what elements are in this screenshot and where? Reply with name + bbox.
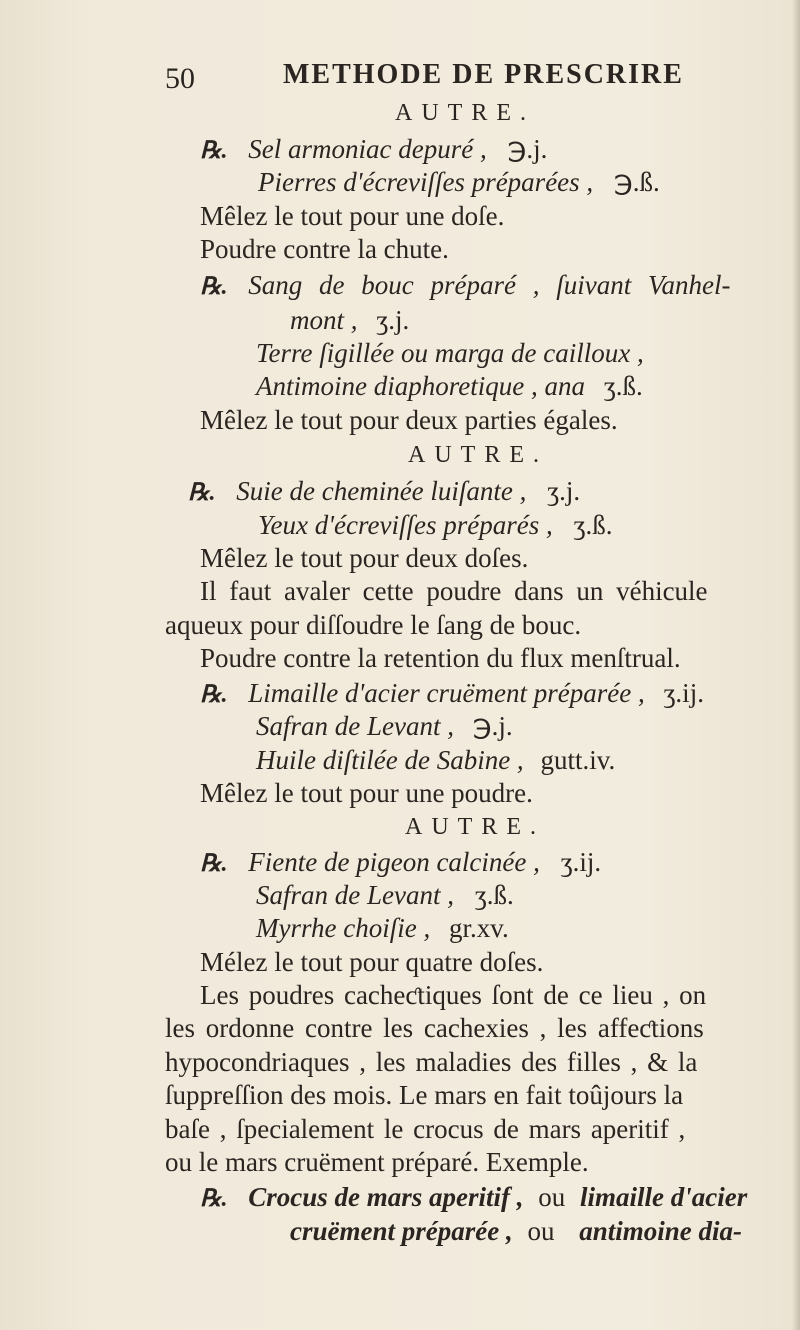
text-line: hypocondriaques , les maladies des filles , & la	[165, 1047, 698, 1077]
ingredient: Safran de Levant ,	[256, 880, 454, 910]
text-line: aqueux pour diſſoudre le ſang de bouc.	[165, 610, 582, 640]
ingredient: Huile diſtilée de Sabine ,	[256, 745, 524, 775]
ingredient: Sang de bouc préparé , ſuivant Vanhel-	[248, 270, 731, 300]
dose: gr.xv.	[448, 913, 509, 943]
ingredient: Terre ſigillée ou marga de cailloux ,	[256, 338, 644, 368]
dose: ʒ.ß.	[603, 371, 643, 401]
ingredient: Antimoine diaphoretique , ana	[256, 371, 585, 401]
ingredient: antimoine dia-	[579, 1216, 742, 1246]
recipe-line	[256, 911, 509, 945]
recipe-symbol: ℞.	[200, 274, 228, 300]
text-line: Mêlez le tout pour une doſe.	[200, 201, 505, 231]
text-line: Les poudres cacheƈtiques ſont de ce lieu , on	[200, 980, 707, 1010]
ingredient: Pierres d'écreviſſes préparées ,	[258, 167, 594, 197]
section-heading: AUTRE.	[395, 100, 535, 126]
text-line: Mêlez le tout pour deux doſes.	[200, 543, 529, 573]
dose: ʒ.j.	[547, 476, 581, 506]
text-line: Mélez le tout pour quatre doſes.	[200, 947, 544, 977]
dose: ʒ.ij.	[663, 678, 704, 708]
dose: ʒ.ß.	[474, 880, 514, 910]
text-line: ou le mars cruëment préparé. Exemple.	[165, 1147, 589, 1177]
page-number: 50	[165, 62, 195, 95]
recipe-symbol: ℞.	[200, 851, 228, 877]
text-line: Mêlez le tout pour deux parties égales.	[200, 405, 618, 435]
recipe-line	[200, 1180, 747, 1216]
text-line: Mêlez le tout pour une poudre.	[200, 778, 533, 808]
section-heading: AUTRE.	[405, 814, 545, 840]
ingredient: Sel armoniac depuré ,	[248, 134, 487, 164]
ingredient: cruëment préparée ,	[290, 1216, 513, 1246]
recipe-line	[290, 1214, 742, 1248]
ingredient: Limaille d'acier cruëment préparée ,	[248, 678, 645, 708]
ingredient: Myrrhe choiſie ,	[256, 913, 431, 943]
recipe-line	[200, 268, 730, 304]
text-line: les ordonne contre les cachexies , les affeƈtions	[165, 1013, 704, 1043]
text-line: Poudre contre la retention du flux menſtrual.	[200, 643, 681, 673]
recipe-line	[188, 474, 580, 510]
recipe-line	[256, 709, 513, 743]
recipe-symbol: ℞.	[188, 480, 216, 506]
recipe-line	[258, 508, 612, 542]
ingredient: Suie de cheminée luiſante ,	[236, 476, 527, 506]
ingredient: limaille d'acier	[580, 1182, 748, 1212]
dose: ʒ.ij.	[560, 847, 602, 877]
text-line: Il faut avaler cette poudre dans un véhicule	[200, 576, 708, 606]
section-heading: AUTRE.	[408, 442, 548, 468]
connector: ou	[527, 1216, 555, 1246]
ingredient: Safran de Levant ,	[256, 711, 454, 741]
dose: ʒ.j.	[376, 305, 410, 335]
dose: gutt.iv.	[540, 745, 616, 775]
ingredient: mont ,	[290, 305, 358, 335]
dose: ℈.j.	[472, 711, 513, 741]
recipe-line	[200, 845, 601, 881]
text-line: Poudre contre la chute.	[200, 234, 449, 264]
page-edge-shadow	[792, 0, 800, 1330]
recipe-line	[256, 878, 514, 912]
running-head: METHODE DE PRESCRIRE	[283, 59, 684, 90]
ingredient: Fiente de pigeon calcinée ,	[248, 847, 540, 877]
dose: ℈.ß.	[613, 167, 660, 197]
recipe-line	[256, 743, 615, 777]
dose: ʒ.ß.	[573, 510, 613, 540]
recipe-symbol: ℞.	[200, 138, 228, 164]
recipe-symbol: ℞.	[200, 682, 228, 708]
ingredient: Crocus de mars aperitif ,	[248, 1182, 524, 1212]
recipe-symbol: ℞.	[200, 1186, 228, 1212]
dose: ℈.j.	[507, 134, 548, 164]
recipe-line	[200, 132, 547, 168]
recipe-line	[290, 303, 409, 337]
connector: ou	[538, 1182, 566, 1212]
text-line: ſuppreſſion des mois. Le mars en fait toûjours la	[165, 1080, 684, 1110]
ingredient: Yeux d'écreviſſes préparés ,	[258, 510, 553, 540]
recipe-line	[258, 165, 660, 199]
recipe-line	[200, 676, 704, 712]
recipe-line	[256, 369, 643, 403]
text-line: baſe , ſpecialement le crocus de mars aperitif ,	[165, 1114, 686, 1144]
